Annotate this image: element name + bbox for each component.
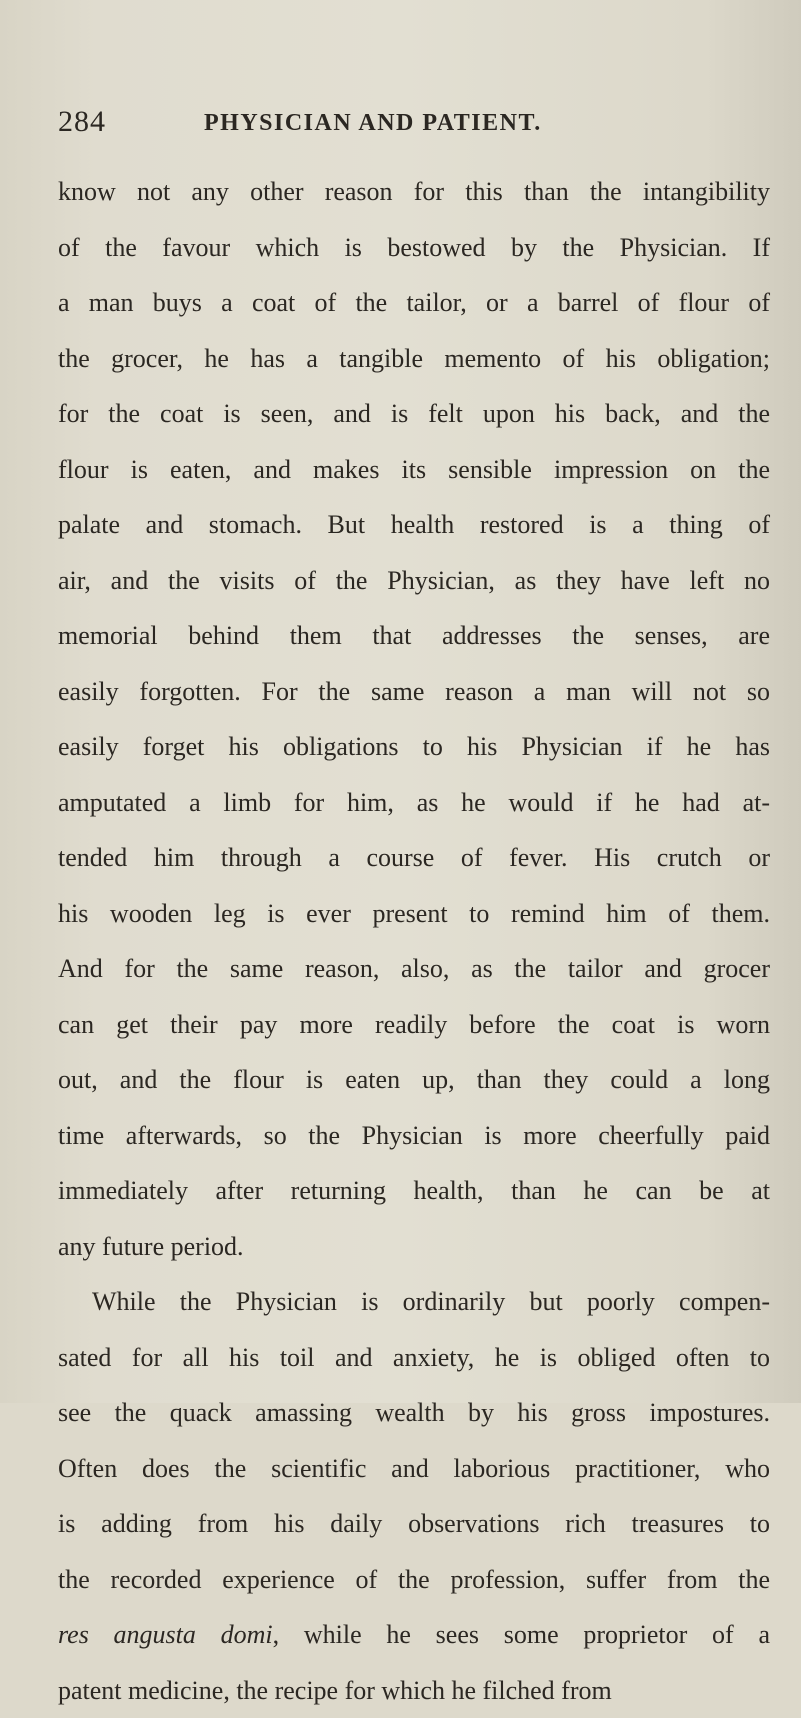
text-line bbox=[58, 1330, 770, 1386]
text-line bbox=[58, 1108, 770, 1164]
text-segment: the recorded experience of the profession, suffer from the bbox=[58, 1565, 770, 1594]
text-line bbox=[58, 553, 770, 609]
text-line bbox=[58, 442, 770, 498]
text-segment: the grocer, he has a tangible memento of his obligation; bbox=[58, 344, 770, 373]
text-segment: air, and the visits of the Physician, as they have left no bbox=[58, 566, 770, 595]
text-line bbox=[58, 1607, 770, 1663]
text-line bbox=[58, 275, 770, 331]
text-segment: And for the same reason, also, as the tailor and grocer bbox=[58, 954, 770, 983]
text-line bbox=[58, 1441, 770, 1497]
text-segment: for the coat is seen, and is felt upon his back, and the bbox=[58, 399, 770, 428]
text-segment: patent medicine, the recipe for which he filched from bbox=[58, 1676, 612, 1705]
text-line bbox=[58, 1496, 770, 1552]
text-segment: time afterwards, so the Physician is more cheerfully paid bbox=[58, 1121, 770, 1150]
text-line bbox=[58, 1219, 770, 1275]
text-segment: of the favour which is bestowed by the Physician. If bbox=[58, 233, 770, 262]
text-segment: can get their pay more readily before the coat is worn bbox=[58, 1010, 770, 1039]
text-line bbox=[58, 1385, 770, 1441]
text-segment: tended him through a course of fever. His crutch or bbox=[58, 843, 770, 872]
text-line bbox=[58, 1163, 770, 1219]
text-segment: Often does the scientific and laborious practitioner, who bbox=[58, 1454, 770, 1483]
text-line bbox=[58, 608, 770, 664]
text-line bbox=[58, 497, 770, 553]
text-line bbox=[58, 1052, 770, 1108]
page-number: 284 bbox=[58, 102, 106, 142]
text-line bbox=[58, 386, 770, 442]
text-segment: see the quack amassing wealth by his gross impostures. bbox=[58, 1398, 770, 1427]
text-line bbox=[58, 664, 770, 720]
text-segment: , while he sees some proprietor of a bbox=[273, 1620, 770, 1649]
text-segment: palate and stomach. But health restored is a thing of bbox=[58, 510, 770, 539]
text-segment: a man buys a coat of the tailor, or a barrel of flour of bbox=[58, 288, 770, 317]
text-segment: sated for all his toil and anxiety, he is obliged often to bbox=[58, 1343, 770, 1372]
text-segment: easily forgotten. For the same reason a man will not so bbox=[58, 677, 770, 706]
text-segment: immediately after returning health, than he can be at bbox=[58, 1176, 770, 1205]
text-segment: know not any other reason for this than the intangibility bbox=[58, 177, 770, 206]
text-segment: out, and the flour is eaten up, than they could a long bbox=[58, 1065, 770, 1094]
text-line bbox=[58, 830, 770, 886]
page-header bbox=[58, 102, 758, 142]
text-segment: is adding from his daily observations rich treasures to bbox=[58, 1509, 770, 1538]
text-line bbox=[58, 941, 770, 997]
italic-phrase: res angusta domi bbox=[58, 1620, 273, 1649]
text-line bbox=[58, 164, 770, 220]
text-line bbox=[58, 1274, 770, 1330]
text-segment: memorial behind them that addresses the senses, are bbox=[58, 621, 770, 650]
text-segment: flour is eaten, and makes its sensible impression on the bbox=[58, 455, 770, 484]
text-line bbox=[58, 997, 770, 1053]
text-segment: his wooden leg is ever present to remind him of them. bbox=[58, 899, 770, 928]
text-line bbox=[58, 886, 770, 942]
body-text bbox=[58, 164, 770, 1718]
running-head: PHYSICIAN AND PATIENT. bbox=[204, 104, 542, 142]
text-line bbox=[58, 331, 770, 387]
text-segment: amputated a limb for him, as he would if he had at- bbox=[58, 788, 770, 817]
text-segment: easily forget his obligations to his Physician if he has bbox=[58, 732, 770, 761]
text-line bbox=[58, 775, 770, 831]
text-segment: any future period. bbox=[58, 1232, 244, 1261]
text-line bbox=[58, 1663, 770, 1718]
text-segment: While the Physician is ordinarily but poorly compen- bbox=[92, 1287, 770, 1316]
text-line bbox=[58, 220, 770, 276]
text-line bbox=[58, 719, 770, 775]
text-line bbox=[58, 1552, 770, 1608]
